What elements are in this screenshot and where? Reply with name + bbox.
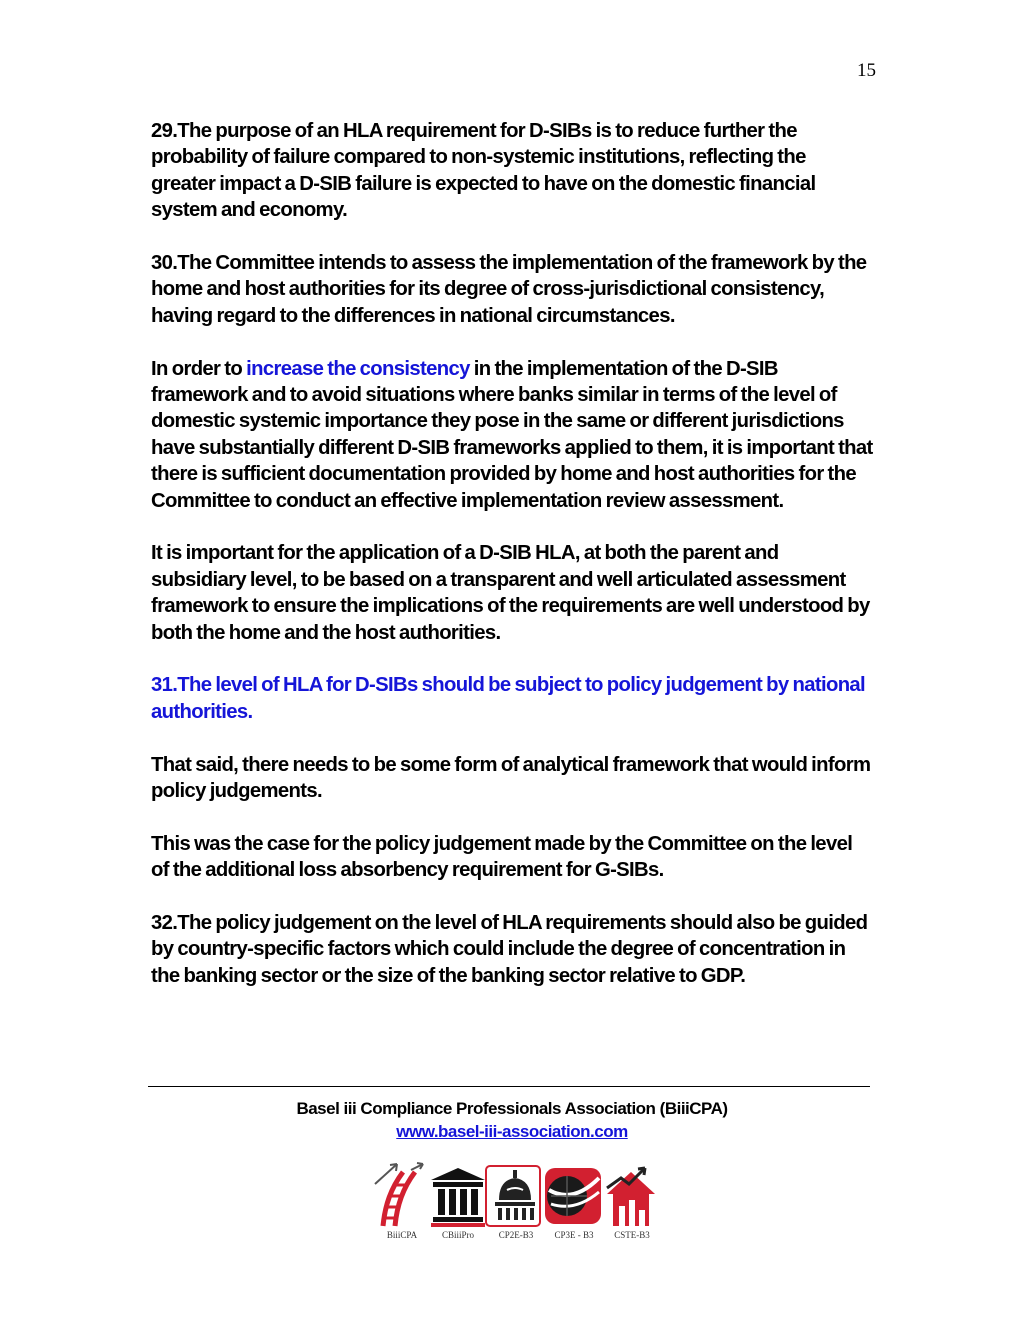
paragraph-analytical-framework: That said, there needs to be some form of analytical framework that would inform policy judgements. [151,753,871,803]
house-chart-icon [601,1160,663,1230]
paragraph-gsib-judgement: This was the case for the policy judgement made by the Committee on the level of the additional loss absorbency requirement for G-SIBs. [151,832,853,882]
increase-consistency-highlight: increase the consistency [246,357,470,380]
paragraph-30: 30.The Committee intends to assess the implementation of the framework by the home and host authorities for its degree of cross-jurisdictional consistency, having regard to the differences in national circumstances. [151,252,867,327]
logo-cste-b3 [601,1160,663,1246]
logo-label: CP3E - B3 [554,1230,594,1240]
bank-building-icon [427,1160,489,1230]
logo-label: CP2E-B3 [498,1230,534,1240]
paragraph-29: 29.The purpose of an HLA requirement for D-SIBs is to reduce further the probability of failure compared to non-systemic institutions, reflecting the greater impact a D-SIB failure is expected to have on the domestic financial system and economy. [151,120,816,222]
paragraph-31: 31.The level of HLA for D-SIBs should be subject to policy judgement by national authorities. [151,674,866,723]
footer-website-link[interactable]: www.basel-iii-association.com [396,1122,628,1141]
globe-swoosh-icon [543,1160,605,1230]
document-body [151,118,873,1016]
paragraph-consistency [151,356,873,514]
paragraph-consistency-lead: In order to [151,357,247,380]
footer-organization: Basel iii Compliance Professionals Association (BiiiCPA) [296,1099,728,1118]
certification-logos [371,1160,661,1246]
paragraph-hla-application: It is important for the application of a D-SIB HLA, at both the parent and subsidiary level, to be based on a transparent and well articulated assessment framework to ensure the implications of the requirements are well understood by both the home and the host authorities. [151,542,870,644]
capitol-dome-icon [485,1160,547,1230]
page-number: 15 [857,60,876,81]
paragraph-32: 32.The policy judgement on the level of HLA requirements should also be guided by country-specific factors which could include the degree of concentration in the banking sector or the size of the banking sector relative to GDP. [151,912,868,987]
footer-divider [148,1086,870,1087]
paragraph-consistency-rest: in the implementation of the D-SIB framework and to avoid situations where banks similar in terms of the level of domestic systemic importance they pose in the same or different jurisdictions have substantially different D-SIB frameworks applied to them, it is important that there is sufficient documentation provided by home and host authorities for the Committee to conduct an effective implementation review assessment. [151,357,873,512]
logo-label: CBiiiPro [441,1230,474,1240]
ladder-arrows-icon [371,1160,433,1230]
logo-label: BiiiCPA [386,1230,418,1240]
logo-label: CSTE-B3 [614,1230,650,1240]
